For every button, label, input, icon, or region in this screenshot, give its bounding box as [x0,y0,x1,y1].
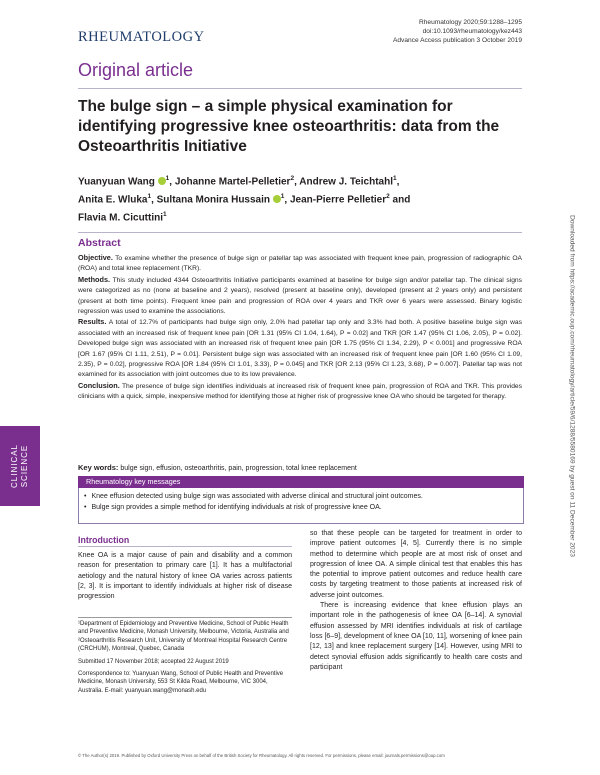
article-type: Original article [78,60,194,80]
body-paragraph: Knee OA is a major cause of pain and disability and a common reason for presentation to primary care [1]. It has a multifactorial aetiology and the natural history of knee OA varies across patients [2, 3]. It is important to identify individuals at higher risk of disease progression [78,552,292,601]
body-paragraph: There is increasing evidence that knee effusion plays an important role in the pathogenesis of knee OA [6–14]. A synovial effusion assessed by MRI identifies individuals at risk of cartilage loss [6–9], development of knee OA [10, 11], worsening of knee pain [12, 13] and knee replacement surgery [14]. However, using MRI to detect synovial effusion adds significantly to health care costs and participant [310,602,522,671]
author-name: Yuanyuan Wang [78,176,155,188]
citation-line: Advance Access publication 3 October 2019 [392,37,522,45]
keywords [78,463,522,474]
orcid-icon[interactable] [158,177,166,185]
orcid-icon[interactable] [273,195,281,203]
submission-dates: Submitted 17 November 2018; accepted 22 August 2019 [78,658,229,665]
author-name: Sultana Monira Hussain [156,194,270,206]
key-message-item: • Knee effusion detected using bulge sign was associated with adverse clinical and structural joint outcomes. [84,491,514,502]
affiliations [78,620,292,699]
author-name: Andrew J. Teichtahl [299,176,393,188]
citation-info [393,18,522,46]
divider [78,88,522,89]
citation-line: Rheumatology 2020;59:1288–1295 [418,19,522,26]
download-watermark: Downloaded from https://academic.oup.com/rheumatology/article/59/6/1288/5580169 by guest on 11 December 2023 [568,215,576,557]
footnote-divider [78,617,292,618]
abstract-results: Results. A total of 12.7% of participants had bulge sign only, 2.0% had patellar tap only and 3.3% had both. A positive baseline bulge sign was associated with an increased risk of frequent knee pain [OR 1.31 (95% CI 1.04, 1.64), P = 0.02] and TKR [OR 1.47 (95% CI 1.06, 2.05), P = 0.02]. Developed bulge sign was associated with an increased risk of frequent knee pain [OR 1.75 (95% CI 1.34, 2.29), P < 0.001] and progressive ROA [OR 1.67 (95% CI 1.11, 2.51), P = 0.01]. Persistent bulge sign was associated with an increased risk of frequent knee pain [OR 1.60 (95% CI 1.09, 2.35), P = 0.02], progressive ROA [OR 1.84 (95% CI 1.01, 3.33), P = 0.045] and TKR [OR 2.13 (95% CI 1.23, 3.68), P = 0.007]. Patellar tap was not examined for its association with joint outcomes due to its low prevalence. [78,317,522,379]
author-name: Anita E. Wluka [78,194,148,206]
introduction-left-column [78,551,292,602]
divider [78,546,292,547]
abstract-heading: Abstract [78,237,121,249]
key-message-item: • Bulge sign provides a simple method for identifying individuals at risk of progressive knee OA. [84,502,514,513]
affiliation-text: ¹Department of Epidemiology and Preventive Medicine, School of Public Health and Preventive Medicine, Monash University, Melbourne, Victoria, Australia and ²Osteoarthritis Research Unit, University of Montreal Hospital Research Centre (CRCHUM), Montreal, Quebec, Canada [78,621,289,653]
author-name: Jean-Pierre Pelletier [289,194,387,206]
key-messages-list [84,491,514,513]
citation-doi[interactable]: doi:10.1093/rheumatology/kez443 [422,28,522,36]
keywords-label: Key words: [78,463,119,472]
author-name: Flavia M. Cicuttini [78,211,164,223]
author-list: Yuanyuan Wang $^1$, Johanne Martel-Pelletier$^2$, Andrew J. Teichtahl$^1$, Anita E. Wluka$^1$, Sultana Monira Hussain $^1$, Jean-Pierre Pelletier$^2$ and Flavia M. Cicuttini$^1$ [78,175,411,223]
divider [78,232,522,233]
journal-logo: RHEUMATOLOGY [78,29,205,45]
author-name: Johanne Martel-Pelletier [174,176,291,188]
body-paragraph: so that these people can be targeted for treatment in order to improve patient outcomes [4, 5]. Currently there is no simple method to determine which people are at most risk of onset and progression of knee OA. A simple clinical test that enables this has the potential to improve patient outcomes and reduce health care costs by targeting treatment to those patients at increased risk of adverse joint outcomes. [310,530,522,599]
key-messages-heading: Rheumatology key messages [78,476,524,488]
introduction-heading: Introduction [78,535,130,545]
article-title: The bulge sign – a simple physical examination for identifying progressive knee osteoarthritis: data from the Osteoarthritis Initiative [78,98,500,155]
correspondence: Correspondence to: Yuanyuan Wang, School of Public Health and Preventive Medicine, Monash University, 553 St Kilda Road, Melbourne, VIC 3004, Australia. E-mail: yuanyuan.wang@monash.edu [78,671,284,694]
abstract-objective: Objective. To examine whether the presence of bulge sign or patellar tap was associated with frequent knee pain, progression of radiographic OA (ROA) and total knee replacement (TKR). [78,253,522,273]
keywords-text: bulge sign, effusion, osteoarthritis, pain, progression, total knee replacement [120,465,357,472]
abstract-conclusion: Conclusion. The presence of bulge sign identifies individuals at increased risk of frequent knee pain, progression of ROA and TKR. This provides clinicians with a quick, simple, inexpensive method for identifying those at higher risk of progressive knee OA who should be targeted for therapy. [78,380,522,401]
copyright-footer: © The Author(s) 2019. Published by Oxford University Press on behalf of the British Society for Rheumatology. All rights reserved. For permissions, please email: journals.permissions@oup.com [78,753,445,758]
introduction-right-column [310,529,522,673]
section-side-tab: CLINICAL SCIENCE [0,426,40,506]
abstract-body [78,253,522,403]
abstract-methods: Methods. This study included 4344 Osteoarthritis Initiative participants examined at baseline for bulge sign and/or patellar tap. The clinical signs were categorized as no (none at baseline and 2 years), resolved (present at baseline only), developed (present at 2 years only) and persistent (present at both time points). Frequent knee pain and progression of ROA over 4 years and TKR over 6 years were assessed. Binary logistic regression was used to examine the associations. [78,274,522,316]
